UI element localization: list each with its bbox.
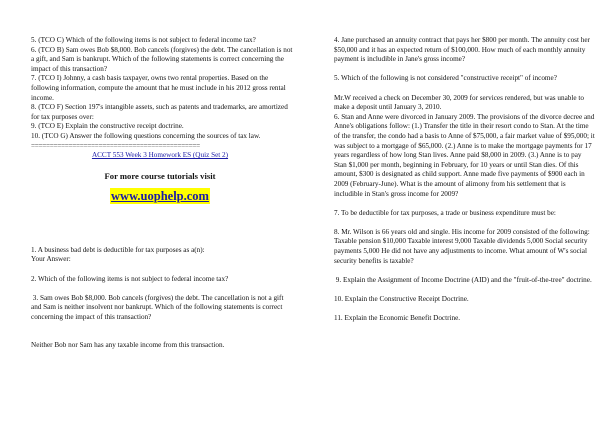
promo-text: For more course tutorials visit — [104, 170, 216, 181]
question-8-tco-f: 8. (TCO F) Section 197's intangible assets, such as patents and trademarks, are amortized for tax purposes over: — [31, 103, 288, 121]
question-8: 8. Mr. Wilson is 66 years old and single. His income for 2009 consisted of the following: Taxable pension $10,000 Taxable interest 9,000 Taxable dividends 5,000 Social security payments 5,000 He did not have any adjustments to income. What amount of W's social security benefits is taxable? — [334, 227, 590, 265]
question-7-tco-i: 7. (TCO I) Johnny, a cash basis taxpayer, owns two rental properties. Based on the following information, compute the amount that he must include in his 2012 gross rental income. — [31, 74, 286, 102]
separator-line: ============================================= — [31, 141, 200, 150]
website-link[interactable]: www.uophelp.com — [111, 188, 209, 203]
question-10-tco-g: 10. (TCO G) Answer the following questions concerning the sources of tax law. — [31, 131, 261, 140]
question-3: 3. Sam owes Bob $8,000. Bob cancels (forgives) the debt. The cancellation is not a gift and Sam is neither insolvent nor bankrupt. Which of the following statements is correct concerning the impact of this transaction? — [31, 293, 286, 321]
right-column — [334, 36, 596, 324]
question-6-tco-b: 6. (TCO B) Sam owes Bob $8,000. Bob cancels (forgives) the debt. The cancellation is not a gift, and Sam is bankrupt. Which of the following statements is correct concerning the impact of this transaction? — [31, 45, 293, 73]
quiz-title-link[interactable]: ACCT 553 Week 3 Homework ES (Quiz Set 2) — [91, 151, 229, 160]
question-5-tco-c: 5. (TCO C) Which of the following items is not subject to federal income tax? — [31, 36, 256, 44]
question-11: 11. Explain the Economic Benefit Doctrine. — [334, 314, 461, 323]
question-5-option-mrw: Mr.W received a check on December 30, 2009 for services rendered, but was unable to make a deposit until January 3, 2010. — [334, 93, 584, 112]
question-9: 9. Explain the Assignment of Income Doctrine (AID) and the "fruit-of-the-tree" doctrine. — [334, 275, 592, 284]
question-9-tco-e: 9. (TCO E) Explain the constructive receipt doctrine. — [31, 122, 184, 131]
question-6: 6. Stan and Anne were divorced in January 2009. The provisions of the divorce decree and Anne's obligations follow: (1.) Transfer the title in their resort condo to Stan. At the time of the transfer, the condo had a basis to Anne of $75,000, a fair market value of $95,000; it was subject to a mortgage of $65,000. (2.) Anne is to make the mortgage payments for 17 years regardless of how long Stan lives. Anne paid $8,000 in 2009. (3.) Anne is to pay Stan $1,000 per month, beginning in February, for 10 years or until Stan dies. Of this amount, $300 is designated as child support. Anne made five payments of $900 each in 2009 (February-June). What is the amount of alimony from his settlement that is includible in Stan's gross income for 2009? — [334, 112, 595, 198]
question-3-option: Neither Bob nor Sam has any taxable income from this transaction. — [31, 341, 225, 350]
question-1-answer-label: Your Answer: — [31, 255, 71, 264]
question-7: 7. To be deductible for tax purposes, a trade or business expenditure must be: — [334, 208, 556, 217]
website-banner — [31, 188, 289, 204]
question-1: 1. A business bad debt is deductible for tax purposes as a(n): — [31, 245, 205, 254]
question-10: 10. Explain the Constructive Receipt Doctrine. — [334, 295, 469, 304]
question-4: 4. Jane purchased an annuity contract that pays her $800 per month. The annuity cost her $50,000 and it has an expected return of $100,000. How much of each monthly annuity payment is includible in Jane's gross income? — [334, 36, 590, 64]
left-column — [31, 36, 293, 351]
question-5: 5. Which of the following is not considered "constructive receipt" of income? — [334, 74, 557, 83]
question-2: 2. Which of the following items is not subject to federal income tax? — [31, 274, 229, 283]
